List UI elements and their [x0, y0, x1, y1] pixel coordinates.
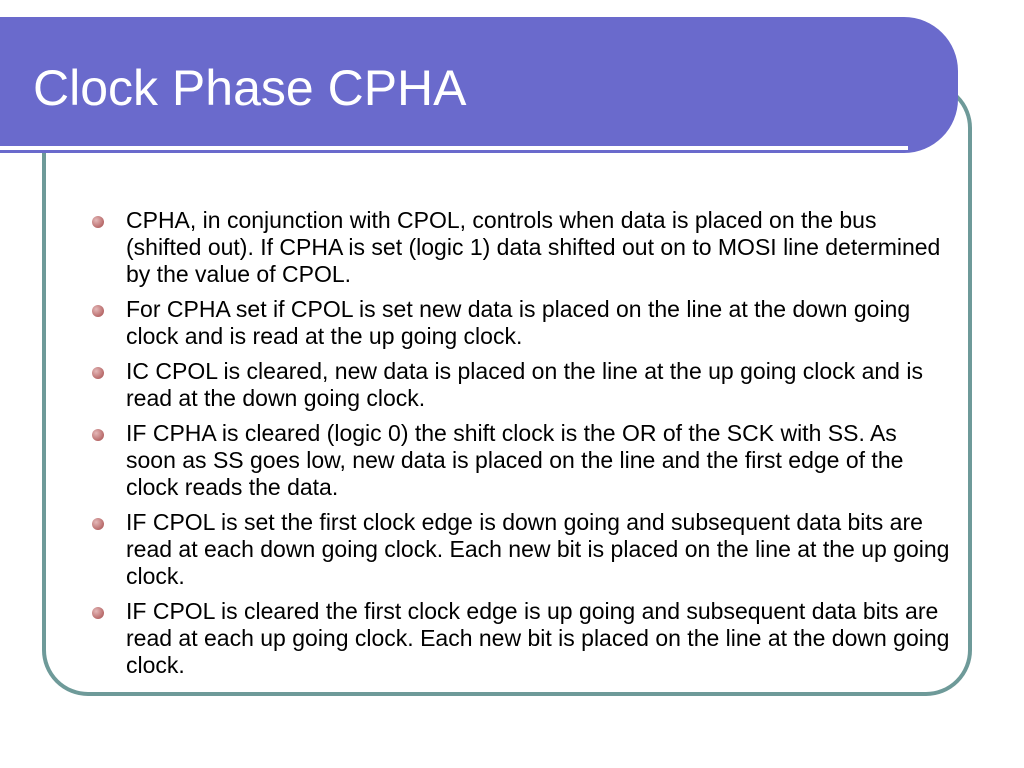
bullet-dot-icon: [92, 305, 104, 317]
bullet-item: [92, 296, 952, 350]
bullet-item: [92, 509, 952, 590]
bullet-dot-icon: [92, 607, 104, 619]
bullet-dot-icon: [92, 216, 104, 228]
bullet-list: [92, 207, 952, 687]
bullet-text: IC CPOL is cleared, new data is placed on the line at the up going clock and is read at the down going clock.: [126, 358, 923, 411]
title-underline: [0, 146, 908, 150]
bullet-text: CPHA, in conjunction with CPOL, controls when data is placed on the bus (shifted out). If CPHA is set (logic 1) data shifted out on to MOSI line determined by the value of CPOL.: [126, 207, 941, 287]
bullet-item: [92, 207, 952, 288]
title-bar: [0, 17, 958, 153]
bullet-item: [92, 420, 952, 501]
bullet-item: [92, 598, 952, 679]
bullet-text: For CPHA set if CPOL is set new data is placed on the line at the down going clock and is read at the up going clock.: [126, 296, 911, 349]
bullet-dot-icon: [92, 429, 104, 441]
bullet-dot-icon: [92, 367, 104, 379]
bullet-text: IF CPHA is cleared (logic 0) the shift clock is the OR of the SCK with SS. As soon as SS goes low, new data is placed on the line and the first edge of the clock reads the data.: [126, 420, 904, 500]
bullet-item: [92, 358, 952, 412]
bullet-text: IF CPOL is set the first clock edge is down going and subsequent data bits are read at each down going clock. Each new bit is placed on the line at the up going clock.: [126, 509, 950, 589]
slide-title: Clock Phase CPHA: [33, 60, 467, 116]
bullet-dot-icon: [92, 518, 104, 530]
bullet-text: IF CPOL is cleared the first clock edge is up going and subsequent data bits are read at each up going clock. Each new bit is placed on the line at the down going clock.: [126, 598, 950, 678]
